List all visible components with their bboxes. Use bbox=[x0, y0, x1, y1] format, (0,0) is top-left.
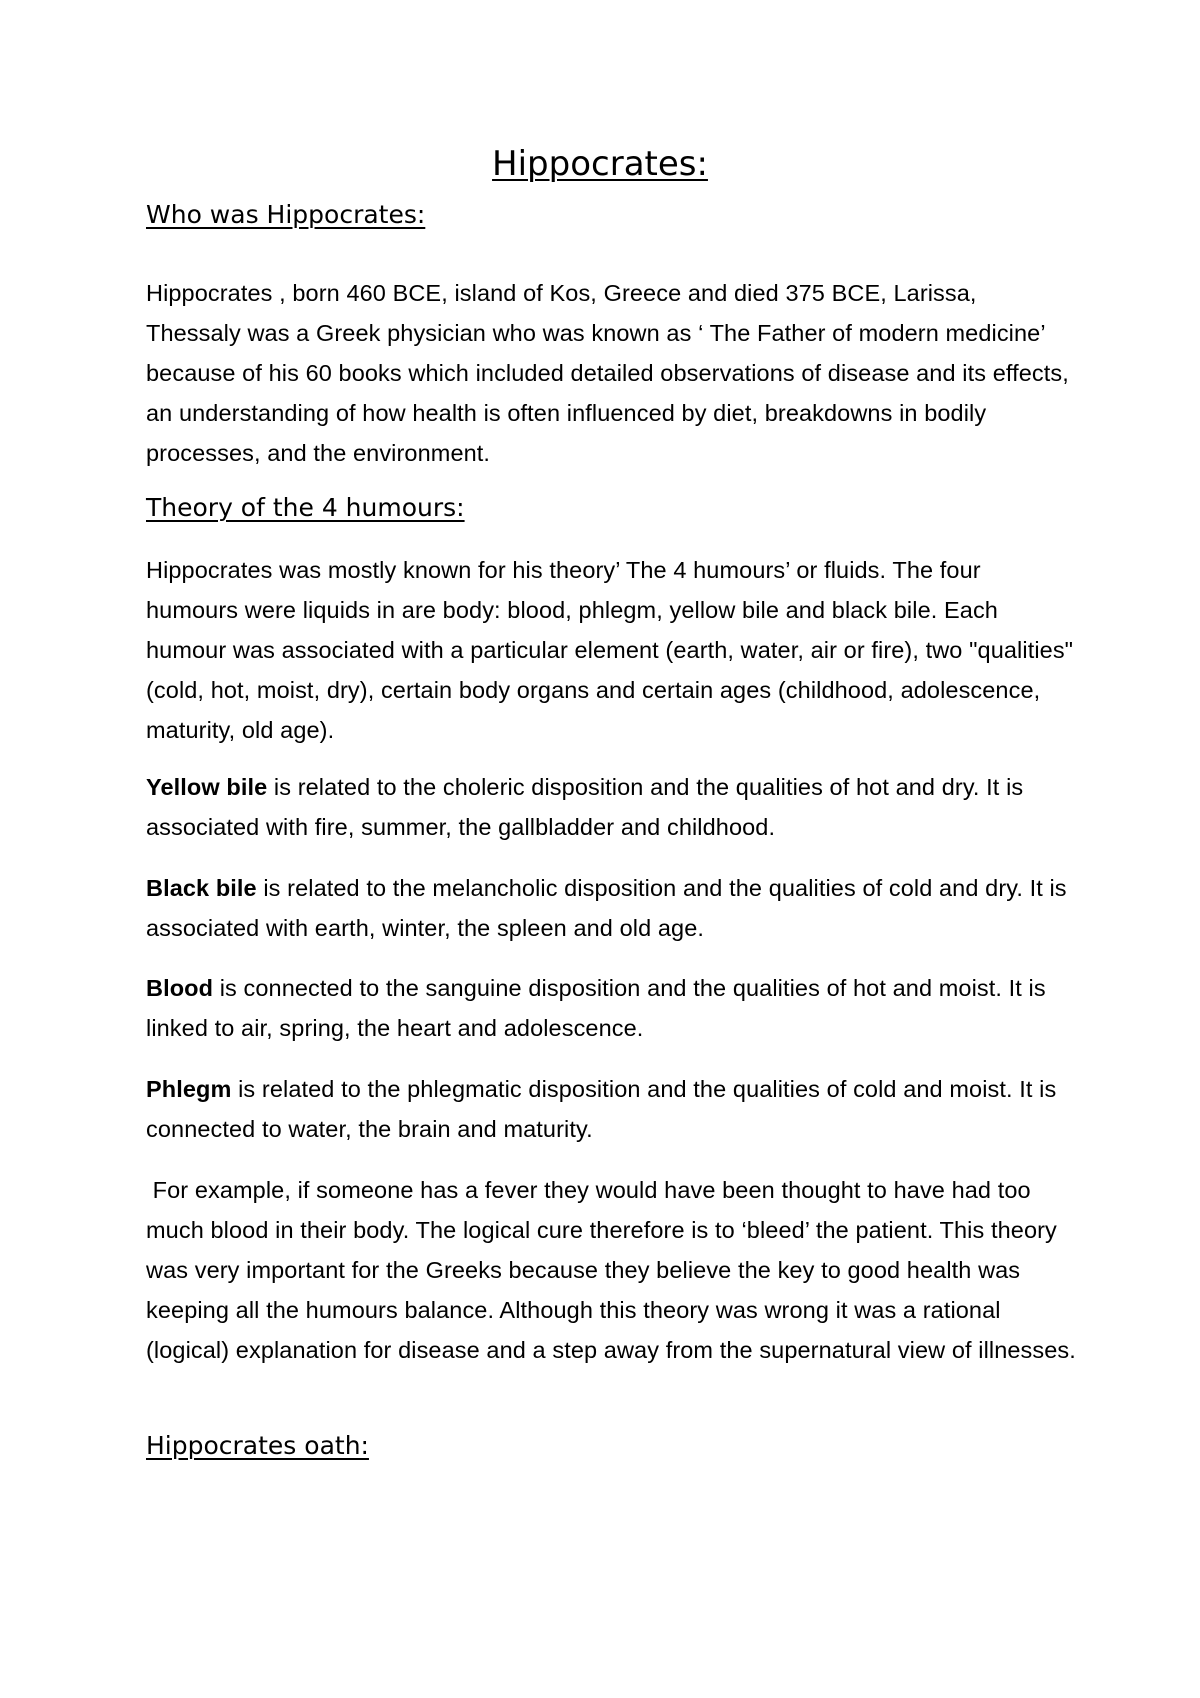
term-phlegm: Phlegm bbox=[146, 1076, 232, 1102]
term-black-bile: Black bile bbox=[146, 875, 257, 901]
heading-hippocrates-oath: Hippocrates oath: bbox=[146, 1431, 369, 1460]
paragraph-blood: Blood is connected to the sanguine disposition and the qualities of hot and moist. It is linked to air, spring, the heart and adolescence. bbox=[146, 975, 1046, 1041]
paragraph-black-bile: Black bile is related to the melancholic disposition and the qualities of cold and dry. It is associated with earth, winter, the spleen and old age. bbox=[146, 875, 1067, 941]
paragraph-phlegm: Phlegm is related to the phlegmatic disposition and the qualities of cold and moist. It is connected to water, the brain and maturity. bbox=[146, 1076, 1057, 1142]
paragraph-example: For example, if someone has a fever they would have been thought to have had too much blood in their body. The logical cure therefore is to ‘bleed’ the patient. This theory was very important for the Greeks because they believe the key to good health was keeping all the humours balance. Although this theory was wrong it was a rational (logical) explanation for disease and a step away from the supernatural view of illnesses. bbox=[146, 1177, 1076, 1363]
term-blood: Blood bbox=[146, 975, 214, 1001]
paragraph-humours-intro: Hippocrates was mostly known for his theory’ The 4 humours’ or fluids. The four humours were liquids in are body: blood, phlegm, yellow bile and black bile. Each humour was associated with a particular element (earth, water, air or fire), two "qualities" (cold, hot, moist, dry), certain body organs and certain ages (childhood, adolescence, maturity, old age). bbox=[146, 557, 1074, 743]
heading-theory-of-humours: Theory of the 4 humours: bbox=[146, 493, 465, 522]
paragraph-biography: Hippocrates , born 460 BCE, island of Kos, Greece and died 375 BCE, Larissa, Thessaly was a Greek physician who was known as ‘ The Father of modern medicine’ because of his 60 books which included detailed observations of disease and its effects, an understanding of how health is often influenced by diet, breakdowns in bodily processes, and the environment. bbox=[146, 280, 1069, 466]
paragraph-yellow-bile: Yellow bile is related to the choleric disposition and the qualities of hot and dry. It is associated with fire, summer, the gallbladder and childhood. bbox=[146, 774, 1024, 840]
document-title: Hippocrates: bbox=[492, 144, 708, 184]
heading-who-was-hippocrates: Who was Hippocrates: bbox=[146, 200, 426, 229]
term-yellow-bile: Yellow bile bbox=[146, 774, 268, 800]
